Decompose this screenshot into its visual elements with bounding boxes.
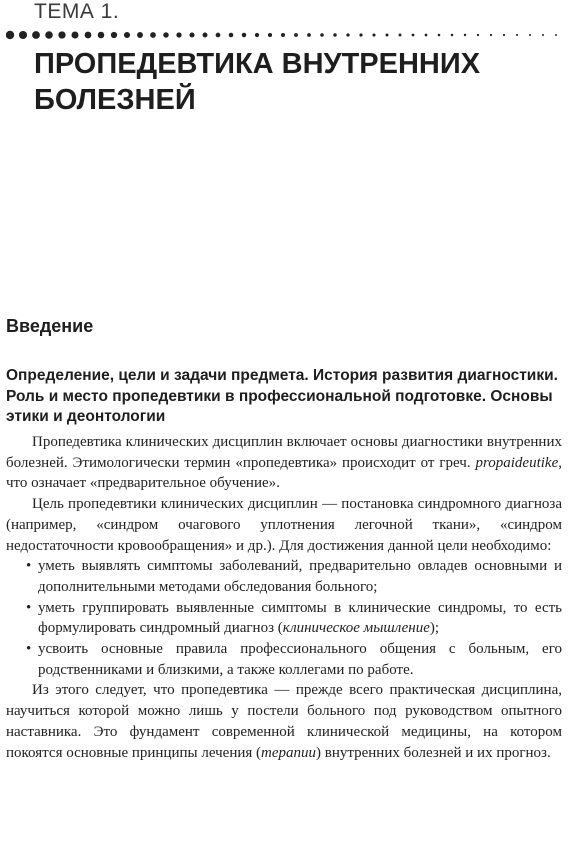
dot xyxy=(137,32,143,38)
bullet-icon: • xyxy=(26,558,32,575)
list-item: • уметь выявлять симптомы заболеваний, предварительно овладев основными и дополнительными методами обследования больного; xyxy=(26,558,562,595)
dot xyxy=(6,31,14,39)
dot xyxy=(516,34,518,36)
dot xyxy=(399,34,402,37)
dot xyxy=(176,32,181,37)
list-item: • усвоить основные правила профессионального общения с больным, его родственниками и близкими, а также коллегами по работе. xyxy=(26,641,562,678)
bullet-icon: • xyxy=(26,599,32,616)
dot xyxy=(58,31,65,38)
dot xyxy=(555,34,557,36)
dot xyxy=(216,33,221,38)
dot xyxy=(464,34,466,36)
paragraph-2: Цель пропедевтики клинических дисциплин — постановка синдромного диагноза (например, «синдром очагового уплотнения легочной ткани», «синдром недостаточности кровообращения» и др.). Для достижения данной цели необходимо: xyxy=(6,496,562,554)
dot xyxy=(32,31,40,39)
dot xyxy=(359,33,362,36)
dot xyxy=(85,32,92,39)
dot xyxy=(203,33,208,38)
dot xyxy=(477,34,479,36)
dot xyxy=(255,33,259,37)
dot xyxy=(346,33,349,36)
dot xyxy=(307,33,311,37)
dot xyxy=(124,32,130,38)
dot xyxy=(412,34,415,37)
dot xyxy=(150,32,156,38)
page-title: ПРОПЕДЕВТИКА ВНУТРЕННИХ БОЛЕЗНЕЙ xyxy=(34,48,481,116)
dot xyxy=(71,31,78,38)
dot xyxy=(542,34,544,36)
dot xyxy=(45,31,53,39)
dot xyxy=(281,33,285,37)
paragraph-1: Пропедевтика клинических дисциплин включает основы диагностики внутренних болезней. Этимологически термин «пропедевтика» происходит от греч. propaideutike, что означает «предварительное обучение». xyxy=(6,434,562,492)
topic-label: ТЕМА 1. xyxy=(34,0,120,23)
dot xyxy=(294,33,298,37)
dot xyxy=(438,34,441,37)
paragraph-3: Из этого следует, что пропедевтика — прежде всего практическая дисциплина, научиться которой можно лишь у постели больного под руководством опытного наставника. Это фундамент современной клинической медицины, на котором покоятся основные принципы лечения (терапии) внутренних болезней и их прогноз. xyxy=(6,682,562,761)
dot xyxy=(320,33,324,37)
dot xyxy=(425,34,428,37)
dot xyxy=(451,34,454,37)
dot xyxy=(503,34,505,36)
list-item: • уметь группировать выявленные симптомы в клинические синдромы, то есть формулировать синдромный диагноз (клиническое мышление); xyxy=(26,599,562,637)
dot xyxy=(111,32,117,38)
dot xyxy=(490,34,492,36)
dot xyxy=(19,31,27,39)
dot xyxy=(163,32,168,37)
dot xyxy=(386,34,389,37)
dot xyxy=(372,33,375,36)
dot xyxy=(98,32,105,39)
dot xyxy=(189,32,194,37)
dotted-rule xyxy=(6,30,566,40)
section-heading: Введение xyxy=(6,316,94,336)
dot xyxy=(268,33,272,37)
bullet-icon: • xyxy=(26,641,32,658)
greek-term: propaideutike xyxy=(475,454,559,471)
dot xyxy=(229,33,234,38)
dot xyxy=(242,33,246,37)
goals-list xyxy=(6,556,562,680)
dot xyxy=(333,33,336,36)
body-text xyxy=(6,432,562,763)
section-subheading: Определение, цели и задачи предмета. История развития диагностики. Роль и место пропедевтики в профессиональной подготовке. Основы этики и деонтологии xyxy=(6,367,558,425)
dot xyxy=(529,34,531,36)
